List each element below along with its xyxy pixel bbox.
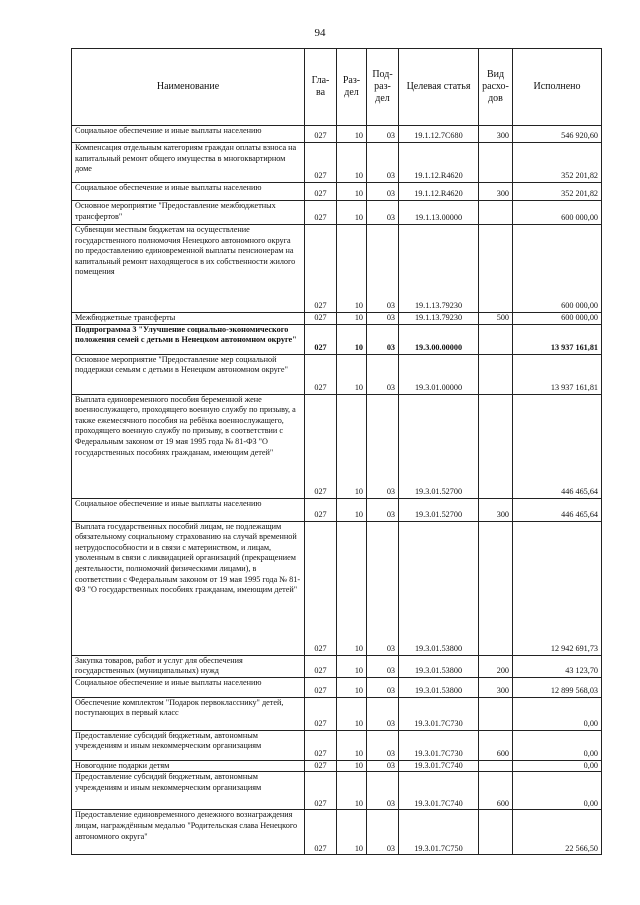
row-subsection: 03 — [367, 498, 399, 521]
row-chapter: 027 — [305, 225, 337, 313]
row-executed: 0,00 — [513, 697, 602, 730]
row-expense-type — [479, 143, 513, 183]
row-section: 10 — [337, 394, 367, 498]
row-name: Обеспечение комплектом "Подарок первокласснику" детей, поступающих в первый класс — [72, 697, 305, 730]
table-row — [72, 810, 602, 855]
row-expense-type: 300 — [479, 126, 513, 143]
row-name: Выплата единовременного пособия беременной жене военнослужащего, проходящего военную службу по призыву, а также ежемесячного пособия на ребёнка военнослужащего, проходящего военную службу по призыву, в соответствии с Федеральным законом от 19 мая 1995 года № 81-ФЗ "О государственных пособиях гражданам, имеющим детей" — [72, 394, 305, 498]
row-name: Социальное обеспечение и иные выплаты населению — [72, 498, 305, 521]
row-name: Основное мероприятие "Предоставление межбюджетных трансфертов" — [72, 201, 305, 225]
row-executed: 43 123,70 — [513, 655, 602, 677]
row-chapter: 027 — [305, 394, 337, 498]
row-name: Социальное обеспечение и иные выплаты населению — [72, 183, 305, 201]
row-target: 19.3.01.00000 — [399, 354, 479, 394]
table-row — [72, 354, 602, 394]
row-executed: 352 201,82 — [513, 143, 602, 183]
table-row — [72, 697, 602, 730]
row-expense-type: 500 — [479, 313, 513, 325]
row-chapter: 027 — [305, 126, 337, 143]
row-section: 10 — [337, 677, 367, 697]
row-name: Предоставление субсидий бюджетным, автономным учреждениям и иным некоммерческим организациям — [72, 772, 305, 810]
row-expense-type: 300 — [479, 677, 513, 697]
table-row — [72, 143, 602, 183]
row-expense-type — [479, 225, 513, 313]
row-section: 10 — [337, 313, 367, 325]
row-section: 10 — [337, 354, 367, 394]
row-section: 10 — [337, 324, 367, 354]
row-name: Социальное обеспечение и иные выплаты населению — [72, 126, 305, 143]
row-name: Межбюджетные трансферты — [72, 313, 305, 325]
header-executed: Исполнено — [513, 49, 602, 126]
row-name: Основное мероприятие "Предоставление мер социальной поддержки семьям с детьми в Ненецком автономном округе" — [72, 354, 305, 394]
row-executed: 446 465,64 — [513, 394, 602, 498]
row-expense-type: 300 — [479, 183, 513, 201]
row-expense-type — [479, 810, 513, 855]
row-chapter: 027 — [305, 677, 337, 697]
header-chapter: Гла-ва — [305, 49, 337, 126]
row-name: Компенсация отдельным категориям граждан оплаты взноса на капитальный ремонт общего имущества в многоквартирном доме — [72, 143, 305, 183]
row-chapter: 027 — [305, 772, 337, 810]
row-subsection: 03 — [367, 760, 399, 772]
row-chapter: 027 — [305, 313, 337, 325]
row-subsection: 03 — [367, 521, 399, 655]
table-row — [72, 201, 602, 225]
row-chapter: 027 — [305, 697, 337, 730]
row-target: 19.3.01.52700 — [399, 394, 479, 498]
row-executed: 446 465,64 — [513, 498, 602, 521]
row-subsection: 03 — [367, 772, 399, 810]
row-chapter: 027 — [305, 498, 337, 521]
table-row — [72, 183, 602, 201]
row-name: Предоставление единовременного денежного вознаграждения лицам, награждённым медалью "Родительская слава Ненецкого автономного округа" — [72, 810, 305, 855]
row-executed: 352 201,82 — [513, 183, 602, 201]
row-expense-type: 600 — [479, 772, 513, 810]
row-executed: 13 937 161,81 — [513, 354, 602, 394]
table-header-row — [72, 49, 602, 126]
row-target: 19.3.01.53800 — [399, 677, 479, 697]
header-target: Целевая статья — [399, 49, 479, 126]
row-section: 10 — [337, 772, 367, 810]
table-row — [72, 313, 602, 325]
budget-table — [71, 48, 602, 855]
row-executed: 22 566,50 — [513, 810, 602, 855]
row-section: 10 — [337, 183, 367, 201]
row-target: 19.1.12.R4620 — [399, 183, 479, 201]
row-section: 10 — [337, 143, 367, 183]
header-section: Раз-дел — [337, 49, 367, 126]
row-chapter: 027 — [305, 730, 337, 760]
row-section: 10 — [337, 126, 367, 143]
table-row — [72, 324, 602, 354]
row-subsection: 03 — [367, 143, 399, 183]
row-section: 10 — [337, 730, 367, 760]
row-subsection: 03 — [367, 354, 399, 394]
row-expense-type: 300 — [479, 498, 513, 521]
row-name: Закупка товаров, работ и услуг для обеспечения государственных (муниципальных) нужд — [72, 655, 305, 677]
row-executed: 0,00 — [513, 760, 602, 772]
table-row — [72, 760, 602, 772]
row-executed: 0,00 — [513, 772, 602, 810]
row-chapter: 027 — [305, 183, 337, 201]
table-row — [72, 655, 602, 677]
page-number: 94 — [314, 27, 326, 39]
row-target: 19.3.01.53800 — [399, 655, 479, 677]
row-subsection: 03 — [367, 730, 399, 760]
row-expense-type — [479, 354, 513, 394]
row-section: 10 — [337, 697, 367, 730]
row-subsection: 03 — [367, 655, 399, 677]
row-chapter: 027 — [305, 760, 337, 772]
row-target: 19.1.12.7С680 — [399, 126, 479, 143]
header-name: Наименование — [72, 49, 305, 126]
header-expense-type: Вид расхо-дов — [479, 49, 513, 126]
row-target: 19.1.13.00000 — [399, 201, 479, 225]
table-row — [72, 126, 602, 143]
row-chapter: 027 — [305, 324, 337, 354]
row-chapter: 027 — [305, 521, 337, 655]
row-executed: 600 000,00 — [513, 313, 602, 325]
row-executed: 600 000,00 — [513, 201, 602, 225]
row-name: Предоставление субсидий бюджетным, автономным учреждениям и иным некоммерческим организациям — [72, 730, 305, 760]
row-subsection: 03 — [367, 810, 399, 855]
row-name: Субвенции местным бюджетам на осуществление государственного полномочия Ненецкого автономного округа по предоставлению единовременной выплаты пенсионерам на капитальный ремонт находящегося в их собственности жилого помещения — [72, 225, 305, 313]
table-row — [72, 225, 602, 313]
row-executed: 546 920,60 — [513, 126, 602, 143]
row-subsection: 03 — [367, 394, 399, 498]
row-expense-type: 600 — [479, 730, 513, 760]
row-chapter: 027 — [305, 655, 337, 677]
row-name: Подпрограмма 3 "Улучшение социально-экономического положения семей с детьми в Ненецком автономном округе" — [72, 324, 305, 354]
row-expense-type: 200 — [479, 655, 513, 677]
row-subsection: 03 — [367, 225, 399, 313]
row-chapter: 027 — [305, 143, 337, 183]
table-row — [72, 677, 602, 697]
row-target: 19.3.01.7С730 — [399, 697, 479, 730]
row-expense-type — [479, 697, 513, 730]
table-row — [72, 521, 602, 655]
row-target: 19.3.01.52700 — [399, 498, 479, 521]
row-subsection: 03 — [367, 677, 399, 697]
row-chapter: 027 — [305, 810, 337, 855]
row-subsection: 03 — [367, 183, 399, 201]
row-section: 10 — [337, 655, 367, 677]
row-executed: 12 899 568,03 — [513, 677, 602, 697]
row-subsection: 03 — [367, 126, 399, 143]
row-section: 10 — [337, 498, 367, 521]
row-name: Выплата государственных пособий лицам, не подлежащим обязательному социальному страхованию на случай временной нетрудоспособности и в связи с материнством, и лицам, уволенным в связи с ликвидацией организаций (прекращением деятельности, полномочий физическими лицами), в соответствии с Федеральным законом от 19 мая 1995 года № 81-ФЗ "О государственных пособиях гражданам, имеющим детей" — [72, 521, 305, 655]
row-target: 19.1.13.79230 — [399, 313, 479, 325]
row-executed: 600 000,00 — [513, 225, 602, 313]
row-target: 19.3.01.7С740 — [399, 760, 479, 772]
row-executed: 13 937 161,81 — [513, 324, 602, 354]
row-subsection: 03 — [367, 697, 399, 730]
row-expense-type — [479, 324, 513, 354]
row-expense-type — [479, 201, 513, 225]
row-chapter: 027 — [305, 201, 337, 225]
row-subsection: 03 — [367, 313, 399, 325]
row-executed: 12 942 691,73 — [513, 521, 602, 655]
row-name: Социальное обеспечение и иные выплаты населению — [72, 677, 305, 697]
row-target: 19.1.13.79230 — [399, 225, 479, 313]
row-name: Новогодние подарки детям — [72, 760, 305, 772]
row-executed: 0,00 — [513, 730, 602, 760]
row-section: 10 — [337, 810, 367, 855]
row-target: 19.3.01.7С740 — [399, 772, 479, 810]
row-section: 10 — [337, 201, 367, 225]
table-row — [72, 498, 602, 521]
row-subsection: 03 — [367, 324, 399, 354]
header-subsection: Под-раз-дел — [367, 49, 399, 126]
row-section: 10 — [337, 521, 367, 655]
row-section: 10 — [337, 760, 367, 772]
row-chapter: 027 — [305, 354, 337, 394]
row-target: 19.3.00.00000 — [399, 324, 479, 354]
row-target: 19.3.01.7С750 — [399, 810, 479, 855]
row-subsection: 03 — [367, 201, 399, 225]
row-section: 10 — [337, 225, 367, 313]
row-expense-type — [479, 760, 513, 772]
table-row — [72, 394, 602, 498]
row-expense-type — [479, 521, 513, 655]
table-row — [72, 730, 602, 760]
row-target: 19.1.12.R4620 — [399, 143, 479, 183]
row-target: 19.3.01.7С730 — [399, 730, 479, 760]
table-row — [72, 772, 602, 810]
row-target: 19.3.01.53800 — [399, 521, 479, 655]
row-expense-type — [479, 394, 513, 498]
